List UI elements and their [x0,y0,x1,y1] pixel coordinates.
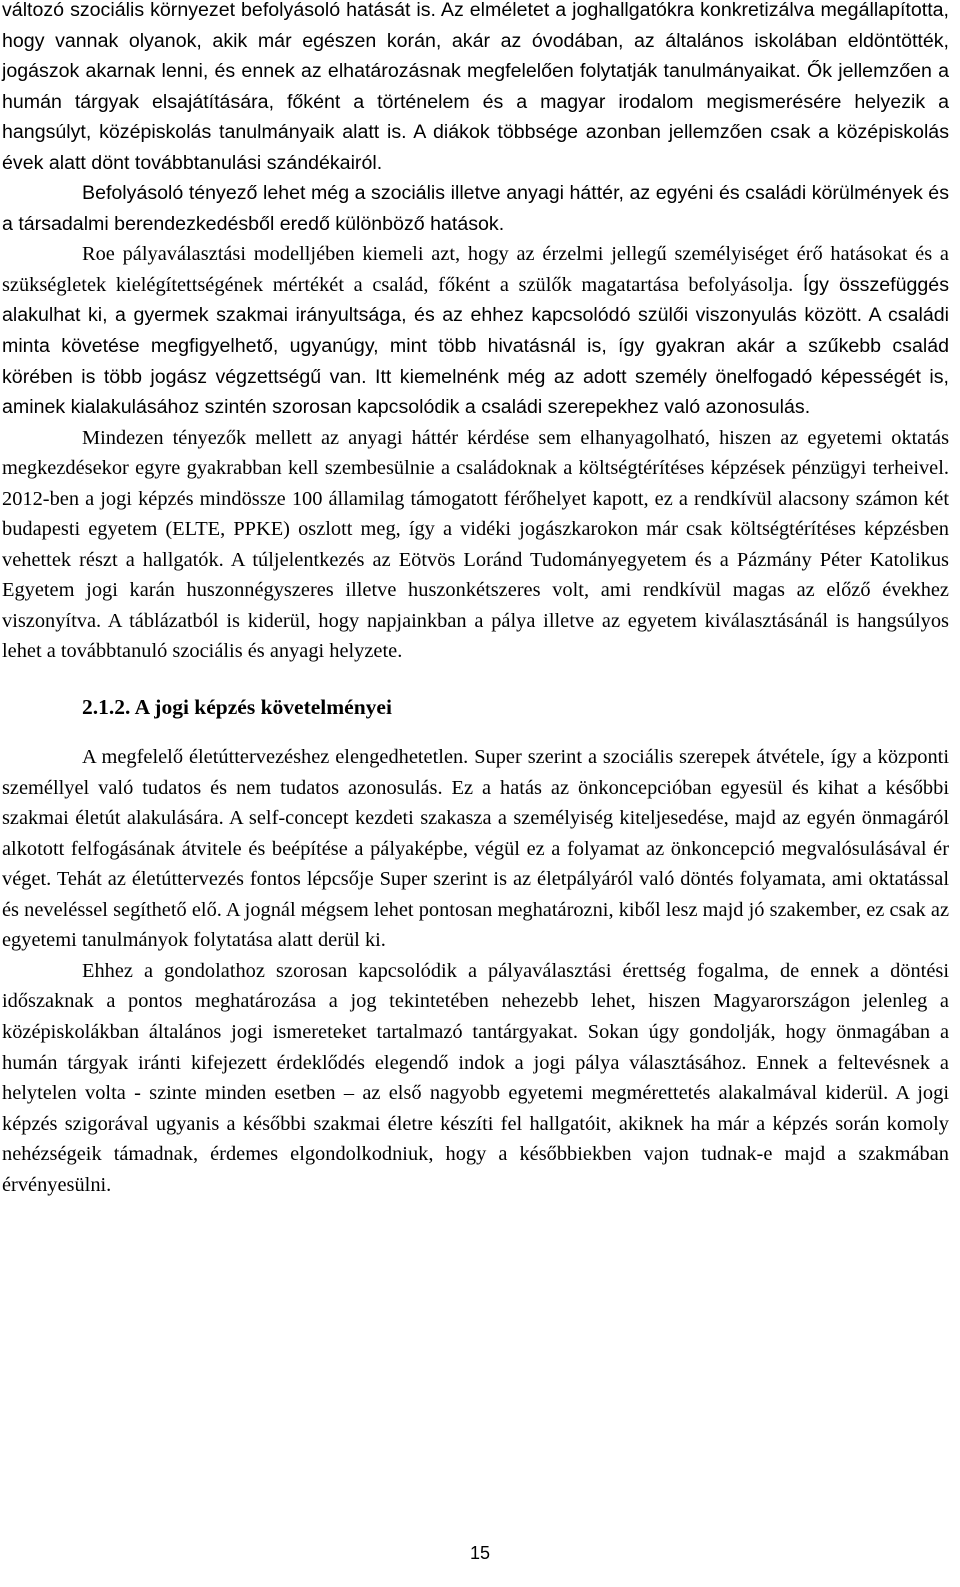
text-run: Így összefüggés alakulhat ki, a gyermek szakmai irányultsága, és az ehhez kapcsolódó szülői viszonyulás között. A családi minta követése megfigyelhető, ugyanúgy, mint több hivatásnál is, így gyakran akár a szűkebb család körében is több jogász végzettségű van. Itt kiemelnénk még az adott személy önelfogadó képességét is, aminek kialakulásához szintén szorosan kapcsolódik a családi szerepekhez való azonosulás. [2,273,949,419]
paragraph-p4 [2,423,949,667]
text-run: Befolyásoló tényező lehet még a szociális illetve anyagi háttér, az egyéni és családi körülmények és a társadalmi berendezkedésből eredő különböző hatások. [2,182,949,235]
text-run: A megfelelő életúttervezéshez elengedhetetlen. Super szerint a szociális szerepek átvétele, így a központi személlyel való tudatos és nem tudatos azonosulás. Ez a hatás az önkoncepcióban egyesül és kihat a későbbi szakmai életút alakulására. A self-concept kezdeti szakasza a személyiség kiteljesedése, majd az egyén önmagáról alkotott felfogásának átvitele és beépítése a pályaképbe, végül ez a folyamat az önkoncepció megvalósulásával ér véget. Tehát az életúttervezés fontos lépcsője Super szerint is az életpályáról való döntés folyamata, ami oktatással és neveléssel segíthető elő. A jognál mégsem lehet pontosan meghatározni, kiből lesz majd jó szakember, ez csak az egyetemi tanulmányok folytatása alatt derül ki. [2,746,949,952]
text-run: Roe pályaválasztási modelljében kiemeli azt, hogy az érzelmi jellegű személyiséget érő hatásokat és a szükségletek kielégítettségének mértékét a család, főként a szülők magatartása befolyásolja. [2,243,949,296]
bottom-paragraphs [2,742,949,1200]
paragraph-p1 [2,0,949,178]
paragraph-p5 [2,742,949,956]
page-number: 15 [469,1543,491,1563]
paragraph-p6 [2,956,949,1200]
document-body [2,0,949,1200]
text-run: Mindezen tényezők mellett az anyagi háttér kérdése sem elhanyagolható, hiszen az egyetemi oktatás megkezdésekor egyre gyakrabban kell szembesülnie a családoknak a költségtérítéses képzések pénzügyi terheivel. 2012-ben a jogi képzés mindössze 100 államilag támogatott férőhelyet kapott, ez a rendkívül alacsony számon két budapesti egyetem (ELTE, PPKE) oszlott meg, így a vidéki jogászkarokon már csak költségtérítéses képzésben vehettek részt a hallgatók. A túljelentkezés az Eötvös Loránd Tudományegyetem és a Pázmány Péter Katolikus Egyetem jogi karán huszonnégyszeres illetve huszonkétszeres volt, ami rendkívül magas az előző évekhez viszonyítva. A táblázatból is kiderül, hogy napjainkban a pálya illetve az egyetem kiválasztásánál is hangsúlyos lehet a továbbtanuló szociális és anyagi helyzete. [2,426,949,663]
paragraph-p3 [2,239,949,422]
text-run: változó szociális környezet befolyásoló hatását is. Az elméletet a joghallgatókra konkretizálva megállapította, hogy vannak olyanok, akik már egészen korán, akár az óvodában, az általános iskolában eldöntötték, jogászok akarnak lenni, és ennek az elhatározásnak megfelelően folytatják tanulmányaikat. Ők jellemzően a humán tárgyak elsajátítására, főként a történelem és a magyar irodalom megismerésére helyezik a hangsúlyt, középiskolás tanulmányaik alatt is. A diákok többsége azonban jellemzően csak a középiskolás évek alatt dönt továbbtanulási szándékairól. [2,0,949,174]
top-paragraphs [2,0,949,667]
text-run: Ehhez a gondolathoz szorosan kapcsolódik a pályaválasztási érettség fogalma, de ennek a döntési időszaknak a pontos meghatározása a jog tekintetében nehezebb lehet, hiszen Magyarországon jelenleg a középiskolákban általános jogi ismereteket tartalmazó tantárgyakat. Sokan úgy gondolják, hogy önmagában a humán tárgyak iránti kifejezett érdeklődés elegendő indok a jogi pálya választásához. Ennek a feltevésnek a helytelen volta - szinte minden esetben – az első nagyobb egyetemi megmérettetés alakalmával kiderül. A jogi képzés szigorával ugyanis a későbbi szakmai életre készíti fel hallgatóit, akiknek ha már a képzés során komoly nehézségeik támadnak, érdemes elgondolkodniuk, hogy a későbbiekben vajon tudnak-e majd a szakmában érvényesülni. [2,959,949,1196]
section-heading: 2.1.2. A jogi képzés követelményei [82,695,392,720]
paragraph-p2 [2,178,949,239]
